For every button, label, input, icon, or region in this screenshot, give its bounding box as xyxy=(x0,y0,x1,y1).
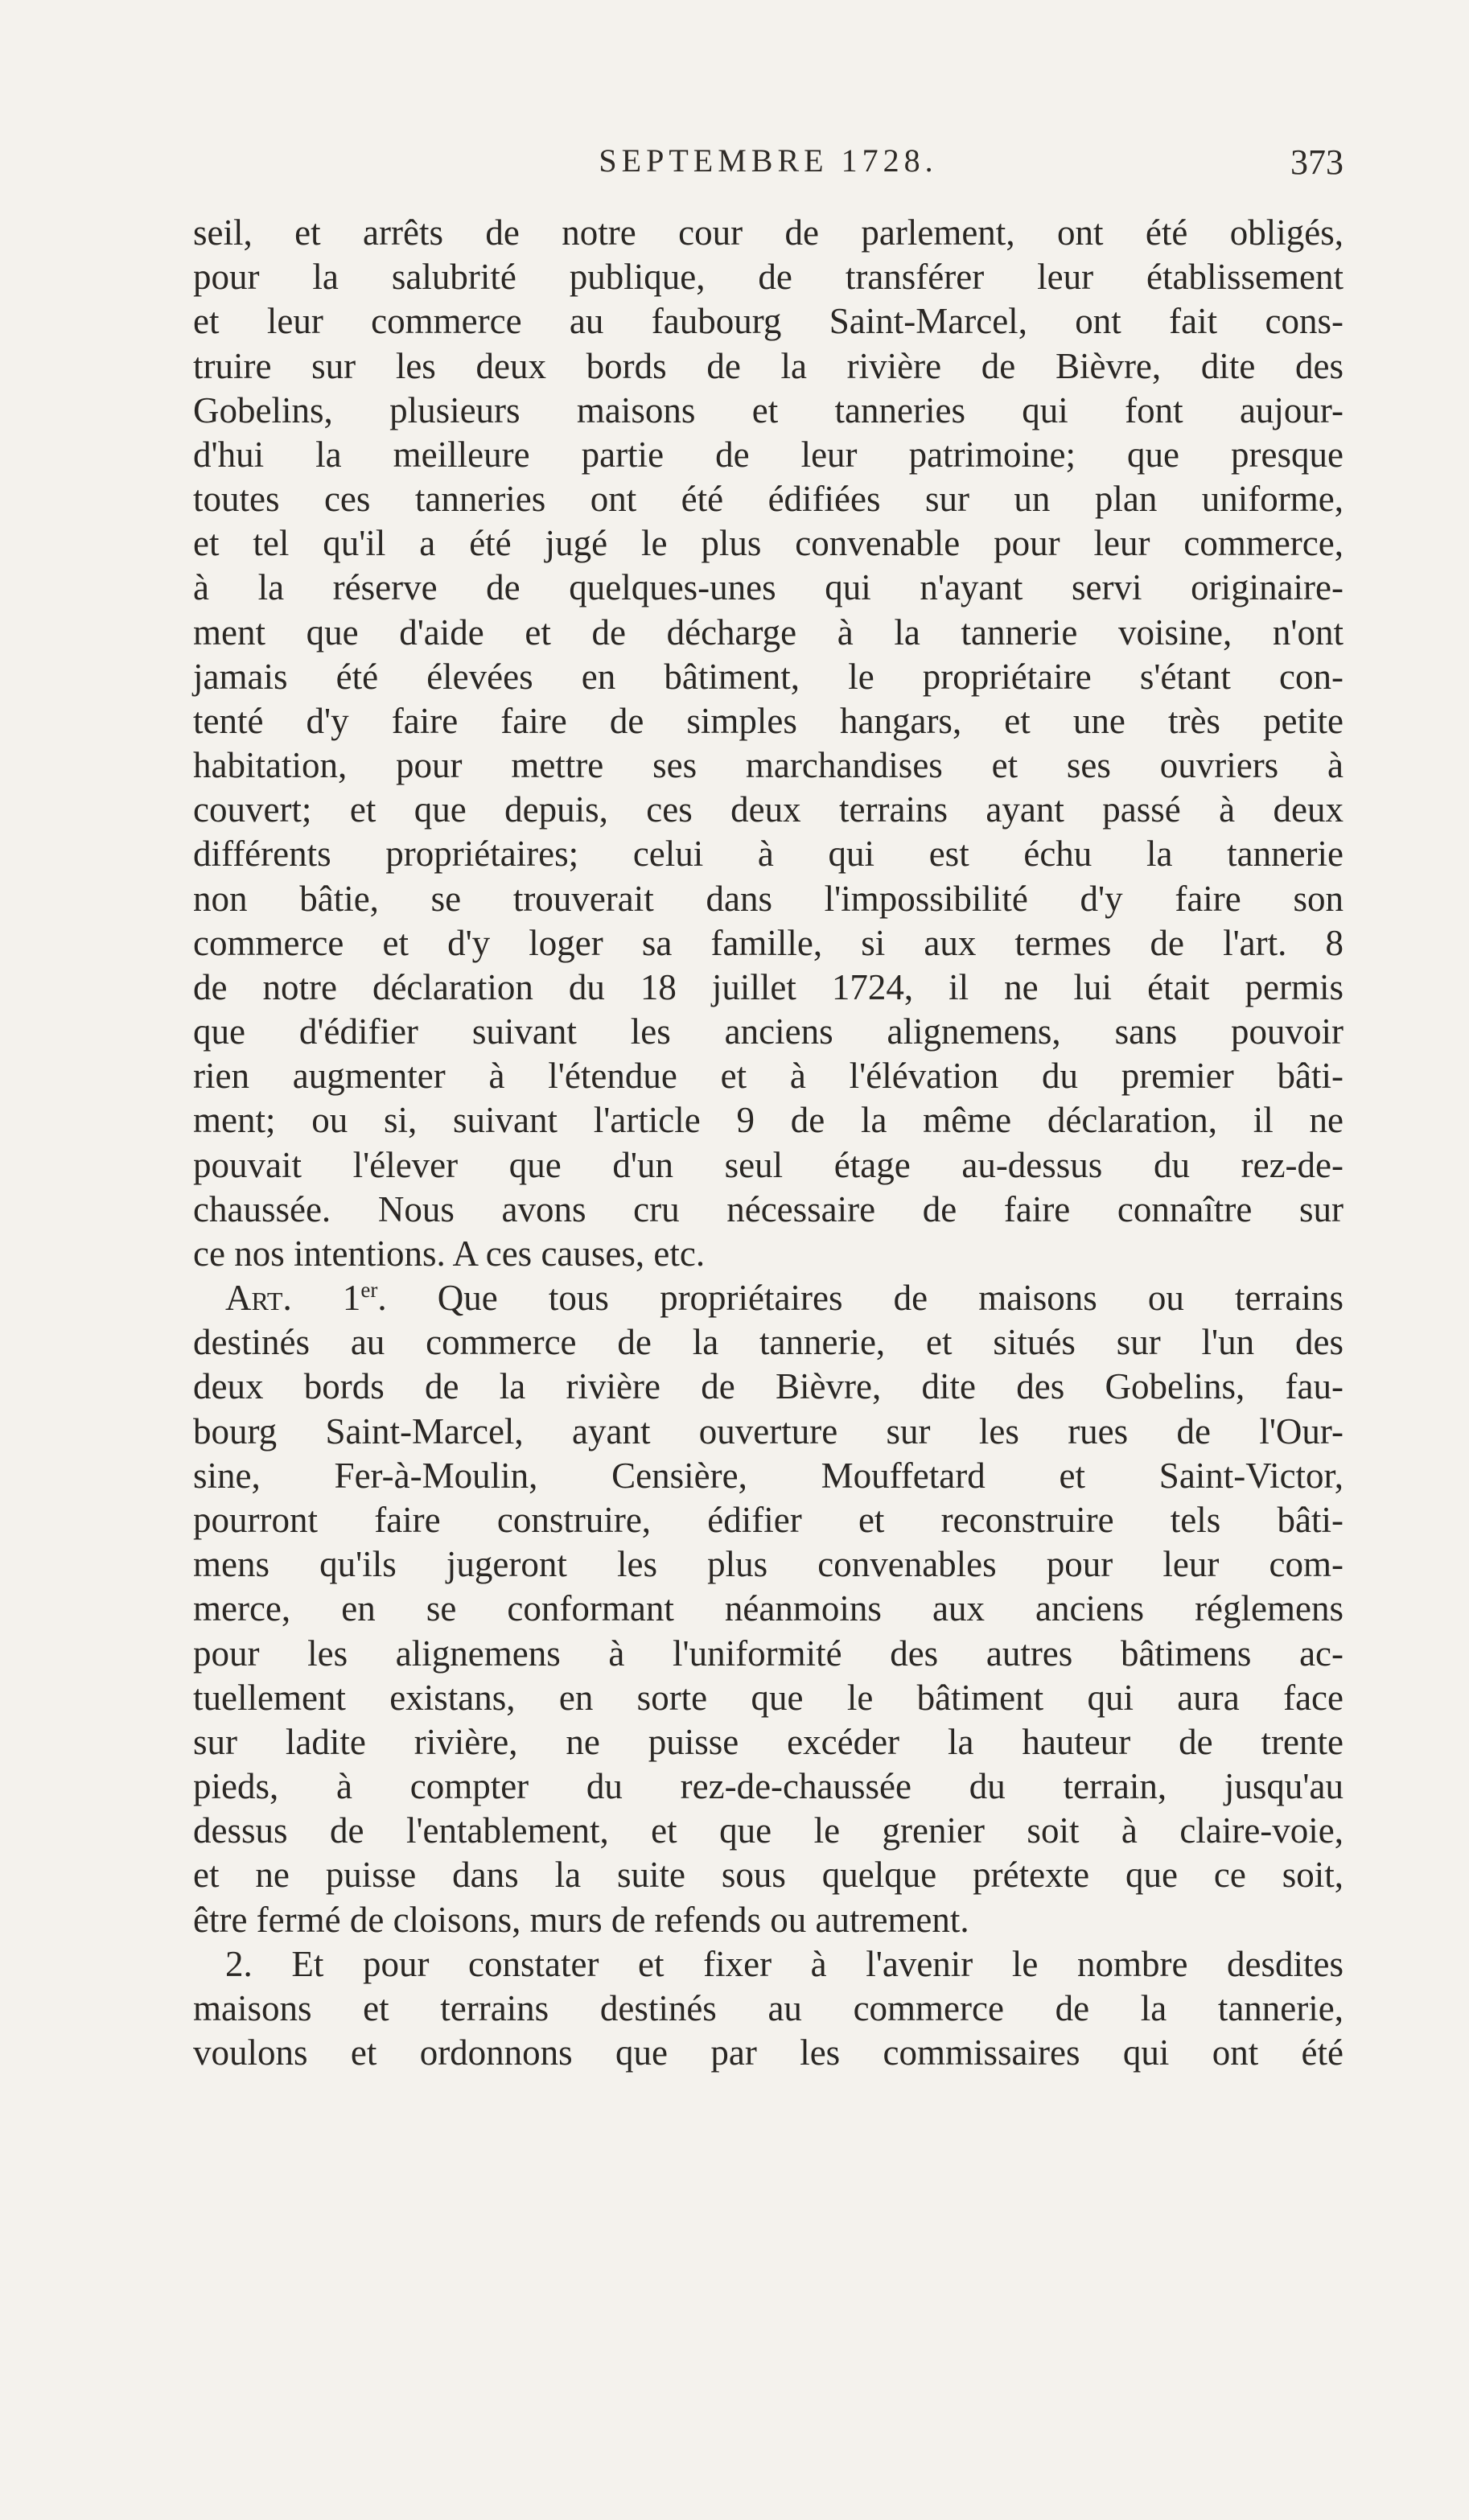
text-line: sine, Fer-à-Moulin, Censière, Mouffetard et Saint-Victor, xyxy=(193,1455,1343,1496)
text-line: ment que d'aide et de décharge à la tannerie voisine, n'ont xyxy=(193,611,1343,653)
text-line: différents propriétaires; celui à qui est échu la tannerie xyxy=(193,834,1343,875)
text-line: maisons et terrains destinés au commerce de la tannerie, xyxy=(193,1987,1343,2028)
text-line: à la réserve de quelques-unes qui n'ayant servi originaire- xyxy=(193,567,1343,608)
article-1-first-line xyxy=(193,1276,1343,1320)
text-line: couvert; et que depuis, ces deux terrains ayant passé à deux xyxy=(193,789,1343,830)
text-line: et ne puisse dans la suite sous quelque prétexte que ce soit, xyxy=(193,1855,1343,1896)
text-line: toutes ces tanneries ont été édifiées sur un plan uniforme, xyxy=(193,479,1343,520)
text-line: pouvait l'élever que d'un seul étage au-dessus du rez-de- xyxy=(193,1144,1343,1185)
text-line: de notre déclaration du 18 juillet 1724, il ne lui était permis xyxy=(193,966,1343,1007)
article-1 xyxy=(193,1276,1343,1942)
text-line: tuellement existans, en sorte que le bâtiment qui aura face xyxy=(193,1677,1343,1718)
text-line: deux bords de la rivière de Bièvre, dite des Gobelins, fau- xyxy=(193,1366,1343,1407)
text-line: rien augmenter à l'étendue et à l'élévation du premier bâti- xyxy=(193,1056,1343,1097)
text-line: ce nos intentions. A ces causes, etc. xyxy=(193,1233,706,1274)
text-line: dessus de l'entablement, et que le grenier soit à claire-voie, xyxy=(193,1810,1343,1851)
text-line: que d'édifier suivant les anciens alignemens, sans pouvoir xyxy=(193,1011,1343,1052)
running-head xyxy=(193,142,1343,190)
text-line: truire sur les deux bords de la rivière de Bièvre, dite des xyxy=(193,345,1343,386)
text-line: Gobelins, plusieurs maisons et tanneries qui font aujour- xyxy=(193,389,1343,430)
text-line: commerce et d'y loger sa famille, si aux termes de l'art. 8 xyxy=(193,922,1343,963)
article-label: Art. xyxy=(225,1278,292,1319)
article-number-superscript: er xyxy=(360,1278,378,1303)
text-line: seil, et arrêts de notre cour de parlement, ont été obligés, xyxy=(193,212,1343,253)
text-line: et tel qu'il a été jugé le plus convenable pour leur commerce, xyxy=(193,523,1343,564)
text-line: tenté d'y faire faire de simples hangars, et une très petite xyxy=(193,700,1343,741)
running-title: SEPTEMBRE 1728. xyxy=(599,142,938,179)
text-line: ment; ou si, suivant l'article 9 de la même déclaration, il ne xyxy=(193,1100,1343,1141)
text-line: 2. Et pour constater et fixer à l'avenir le nombre desdites xyxy=(225,1943,1343,1984)
text-line: habitation, pour mettre ses marchandises et ses ouvriers à xyxy=(193,745,1343,786)
article-2 xyxy=(193,1942,1343,2076)
text-line: pieds, à compter du rez-de-chaussée du terrain, jusqu'au xyxy=(193,1766,1343,1807)
text-line: sur ladite rivière, ne puisse excéder la hauteur de trente xyxy=(193,1721,1343,1762)
text-line: non bâtie, se trouverait dans l'impossibilité d'y faire son xyxy=(193,878,1343,919)
text-line: pour la salubrité publique, de transférer leur établissement xyxy=(193,257,1343,298)
text-line: merce, en se conformant néanmoins aux anciens réglemens xyxy=(193,1588,1343,1629)
page-number: 373 xyxy=(1290,142,1343,182)
text-line: et leur commerce au faubourg Saint-Marcel, ont fait cons- xyxy=(193,301,1343,342)
text-line: pourront faire construire, édifier et reconstruire tels bâti- xyxy=(193,1499,1343,1540)
text-line: pour les alignemens à l'uniformité des autres bâtimens ac- xyxy=(193,1633,1343,1674)
article-1-first-text: . Que tous propriétaires de maisons ou terrains xyxy=(377,1278,1343,1319)
text-line: jamais été élevées en bâtiment, le propriétaire s'étant con- xyxy=(193,656,1343,697)
text-line: chaussée. Nous avons cru nécessaire de faire connaître sur xyxy=(193,1188,1343,1229)
text-line: destinés au commerce de la tannerie, et situés sur l'un des xyxy=(193,1322,1343,1363)
text-line: mens qu'ils jugeront les plus convenables pour leur com- xyxy=(193,1544,1343,1585)
article-number: 1 xyxy=(342,1278,361,1319)
text-line: d'hui la meilleure partie de leur patrimoine; que presque xyxy=(193,434,1343,475)
text-line: être fermé de cloisons, murs de refends ou autrement. xyxy=(193,1899,969,1940)
body-text xyxy=(193,211,1343,2075)
text-line: voulons et ordonnons que par les commissaires qui ont été xyxy=(193,2032,1343,2073)
text-line: bourg Saint-Marcel, ayant ouverture sur les rues de l'Our- xyxy=(193,1410,1343,1451)
paragraph-preamble xyxy=(193,211,1343,1276)
